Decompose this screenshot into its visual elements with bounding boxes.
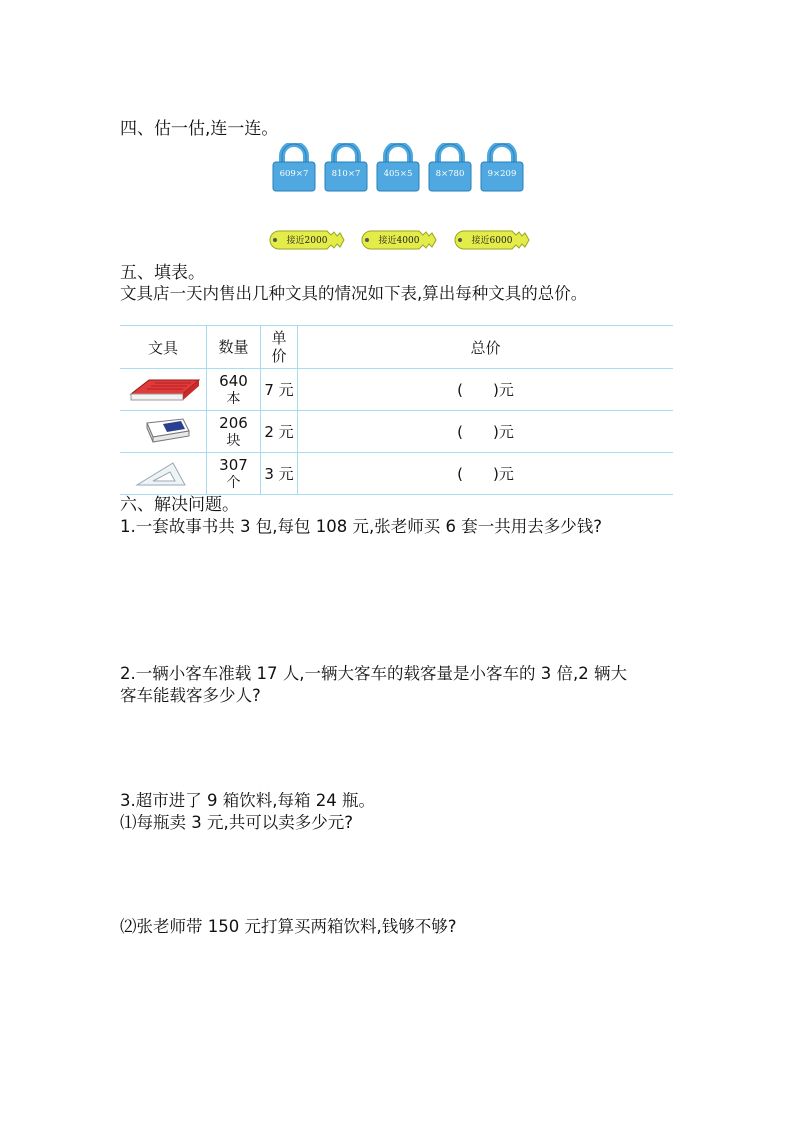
qty-unit: 个 [226, 474, 241, 491]
lock-label: 8×780 [435, 169, 465, 179]
header-price [261, 326, 298, 369]
padlock-icon [480, 143, 524, 193]
section5-intro: 文具店一天内售出几种文具的情况如下表,算出每种文具的总价。 [120, 284, 588, 303]
header-price-line2: 价 [271, 347, 287, 365]
total-cell[interactable]: ( )元 [298, 453, 674, 495]
header-qty: 数量 [207, 326, 261, 369]
lock-2[interactable] [324, 143, 368, 193]
qty-cell [207, 453, 261, 495]
stationery-table [120, 325, 673, 495]
padlock-icon [428, 143, 472, 193]
lock-label: 609×7 [279, 169, 309, 179]
qty-cell [207, 411, 261, 453]
key-label: 接近6000 [471, 236, 513, 246]
key-3[interactable] [452, 228, 530, 252]
question-3-part1: ⑴每瓶卖 3 元,共可以卖多少元? [120, 813, 353, 832]
qty-number: 307 [219, 455, 248, 474]
lock-label: 810×7 [331, 169, 361, 179]
lock-label: 9×209 [487, 169, 517, 179]
question-1: 1.一套故事书共 3 包,每包 108 元,张老师买 6 套一共用去多少钱? [120, 517, 602, 536]
table-header-row [120, 326, 673, 369]
section4-title: 四、估一估,连一连。 [120, 119, 279, 139]
total-cell[interactable]: ( )元 [298, 411, 674, 453]
lock-3[interactable] [376, 143, 420, 193]
price-cell: 7 元 [261, 369, 298, 411]
padlock-icon [272, 143, 316, 193]
padlock-icon [324, 143, 368, 193]
total-cell[interactable]: ( )元 [298, 369, 674, 411]
qty-unit: 块 [226, 432, 241, 449]
item-cell [120, 453, 207, 495]
section6-title: 六、解决问题。 [120, 495, 239, 515]
question-3: 3.超市进了 9 箱饮料,每箱 24 瓶。 [120, 791, 375, 810]
header-item: 文具 [120, 326, 207, 369]
qty-unit: 本 [226, 390, 241, 407]
header-total: 总价 [298, 326, 674, 369]
lock-5[interactable] [480, 143, 524, 193]
qty-number: 640 [219, 371, 248, 390]
lock-4[interactable] [428, 143, 472, 193]
lock-1[interactable] [272, 143, 316, 193]
question-2-line2: 客车能载客多少人? [120, 686, 261, 705]
table-row [120, 369, 673, 411]
qty-cell [207, 369, 261, 411]
triangle-ruler-icon [133, 457, 193, 487]
book-icon [125, 372, 201, 404]
lock-label: 405×5 [383, 169, 413, 179]
key-1[interactable] [267, 228, 345, 252]
section5-title: 五、填表。 [120, 263, 205, 283]
price-cell: 3 元 [261, 453, 298, 495]
item-cell [120, 411, 207, 453]
table-row [120, 411, 673, 453]
eraser-icon [133, 415, 193, 445]
key-2[interactable] [359, 228, 437, 252]
item-cell [120, 369, 207, 411]
key-label: 接近2000 [286, 236, 328, 246]
price-cell: 2 元 [261, 411, 298, 453]
key-label: 接近4000 [378, 236, 420, 246]
padlock-icon [376, 143, 420, 193]
qty-number: 206 [219, 413, 248, 432]
question-2-line1: 2.一辆小客车准载 17 人,一辆大客车的载客量是小客车的 3 倍,2 辆大 [120, 664, 627, 683]
table-row [120, 453, 673, 495]
header-price-line1: 单 [271, 329, 287, 347]
question-3-part2: ⑵张老师带 150 元打算买两箱饮料,钱够不够? [120, 917, 457, 936]
